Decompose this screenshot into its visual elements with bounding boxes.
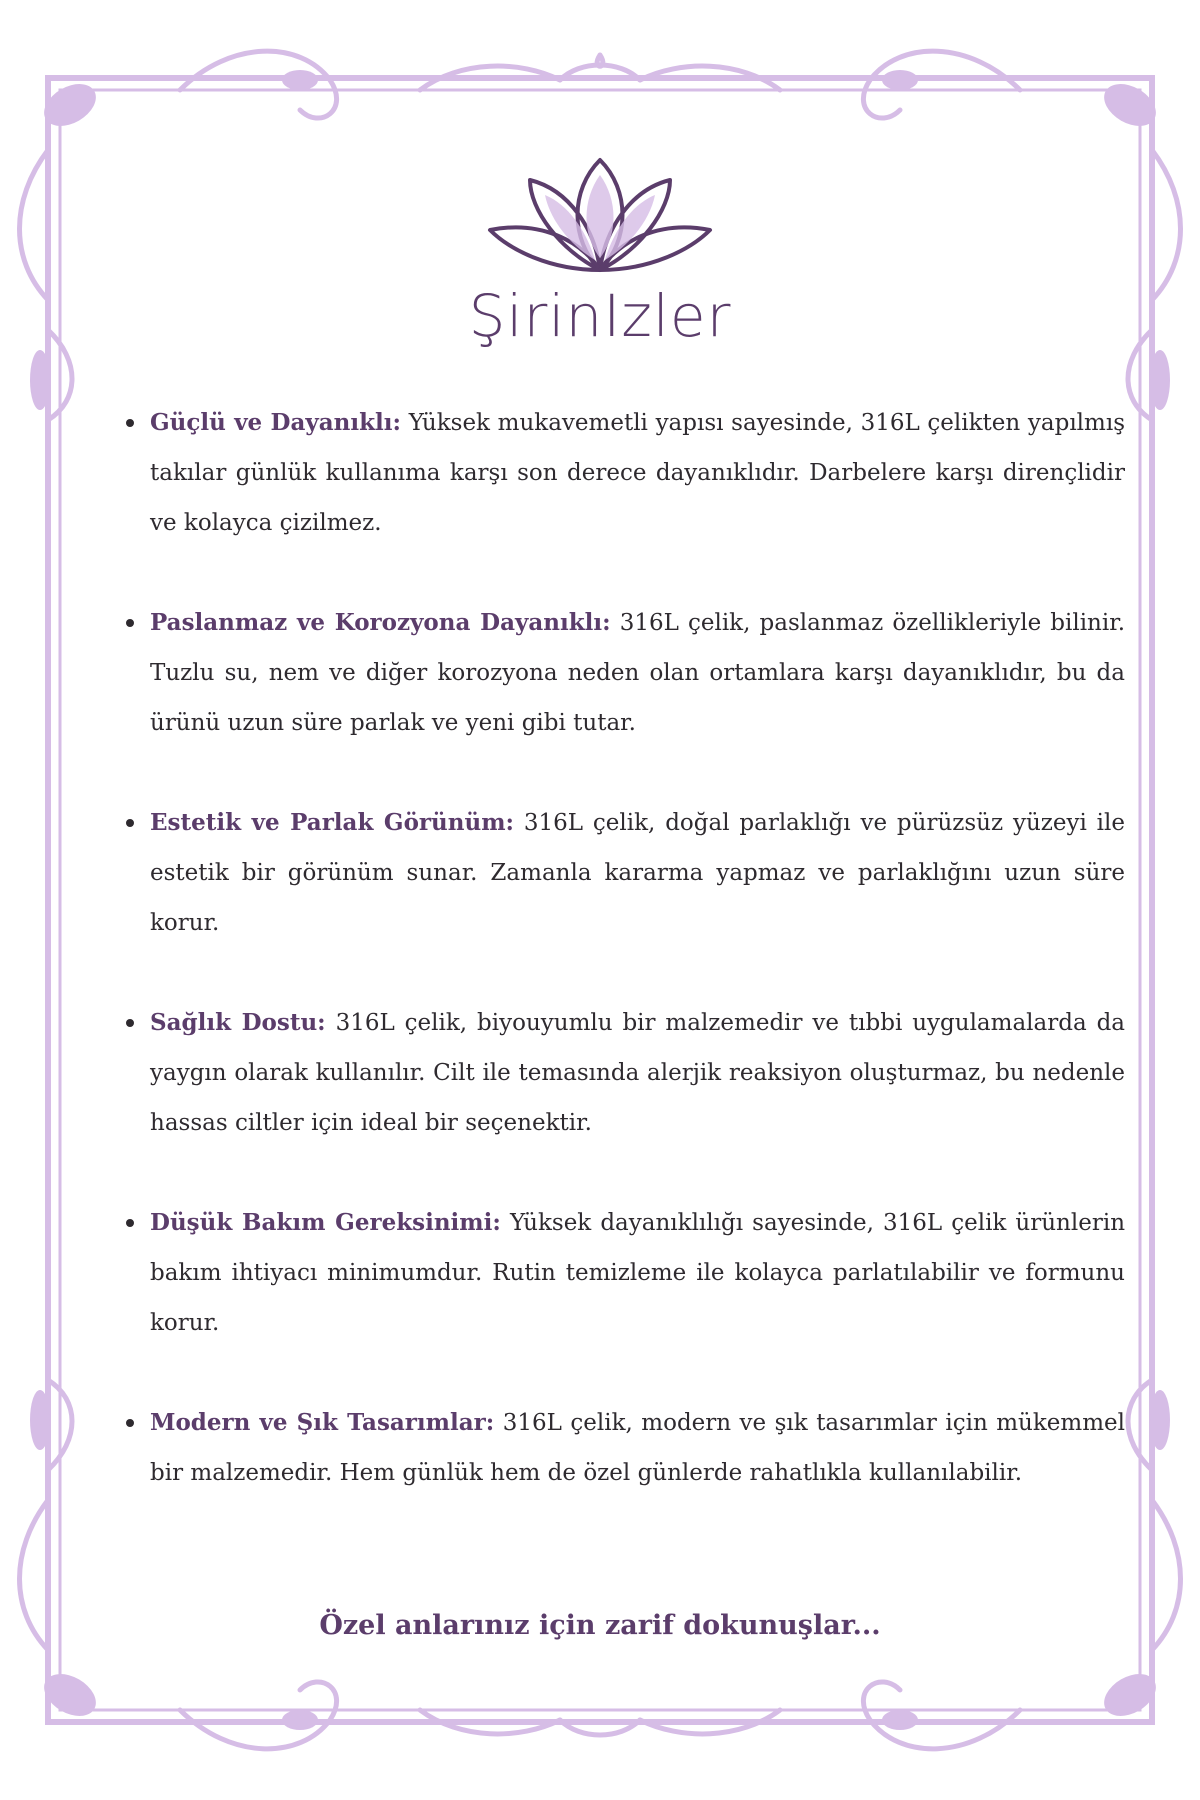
feature-text: 316L çelik, biyouyumlu bir malzemedir ve tıbbi uygulamalarda da yaygın olarak kullanılır. Cilt ile temasında alerjik reaksiyon oluşturmaz, bu nedenle hassas ciltler için ideal bir seçenektir.	[150, 1010, 1125, 1136]
feature-text: Yüksek dayanıklılığı sayesinde, 316L çelik ürünlerin bakım ihtiyacı minimumdur. Rutin temizleme ile kolayca parlatılabilir ve formunu korur.	[150, 1210, 1126, 1336]
feature-title: Düşük Bakım Gereksinimi:	[150, 1209, 501, 1236]
feature-title: Paslanmaz ve Korozyona Dayanıklı:	[150, 609, 611, 636]
list-item	[150, 398, 1125, 548]
feature-text: 316L çelik, doğal parlaklığı ve pürüzsüz yüzeyi ile estetik bir görünüm sunar. Zamanla kararma yapmaz ve parlaklığını uzun süre korur.	[150, 810, 1126, 936]
list-item	[150, 598, 1125, 748]
tagline: Özel anlarınız için zarif dokunuşlar...	[319, 1610, 881, 1641]
feature-title: Güçlü ve Dayanıklı:	[150, 409, 402, 436]
list-item	[150, 798, 1125, 948]
feature-text: 316L çelik, paslanmaz özellikleriyle bilinir. Tuzlu su, nem ve diğer korozyona neden olan ortamlara karşı dayanıklıdır, bu da ürünü uzun süre parlak ve yeni gibi tutar.	[150, 610, 1126, 736]
list-item	[150, 998, 1125, 1148]
brand-name: ŞirinIzler	[468, 282, 732, 350]
feature-title: Estetik ve Parlak Görünüm:	[150, 809, 515, 836]
feature-title: Modern ve Şık Tasarımlar:	[150, 1409, 495, 1436]
list-item	[150, 1198, 1125, 1348]
feature-list	[120, 398, 1125, 1548]
feature-title: Sağlık Dostu:	[150, 1009, 326, 1036]
list-item	[150, 1398, 1125, 1498]
feature-text: 316L çelik, modern ve şık tasarımlar için mükemmel bir malzemedir. Hem günlük hem de özel günlerde rahatlıkla kullanılabilir.	[150, 1410, 1125, 1486]
feature-text: Yüksek mukavemetli yapısı sayesinde, 316L çelikten yapılmış takılar günlük kullanıma karşı son derece dayanıklıdır. Darbelere karşı dirençlidir ve kolayca çizilmez.	[150, 410, 1125, 536]
